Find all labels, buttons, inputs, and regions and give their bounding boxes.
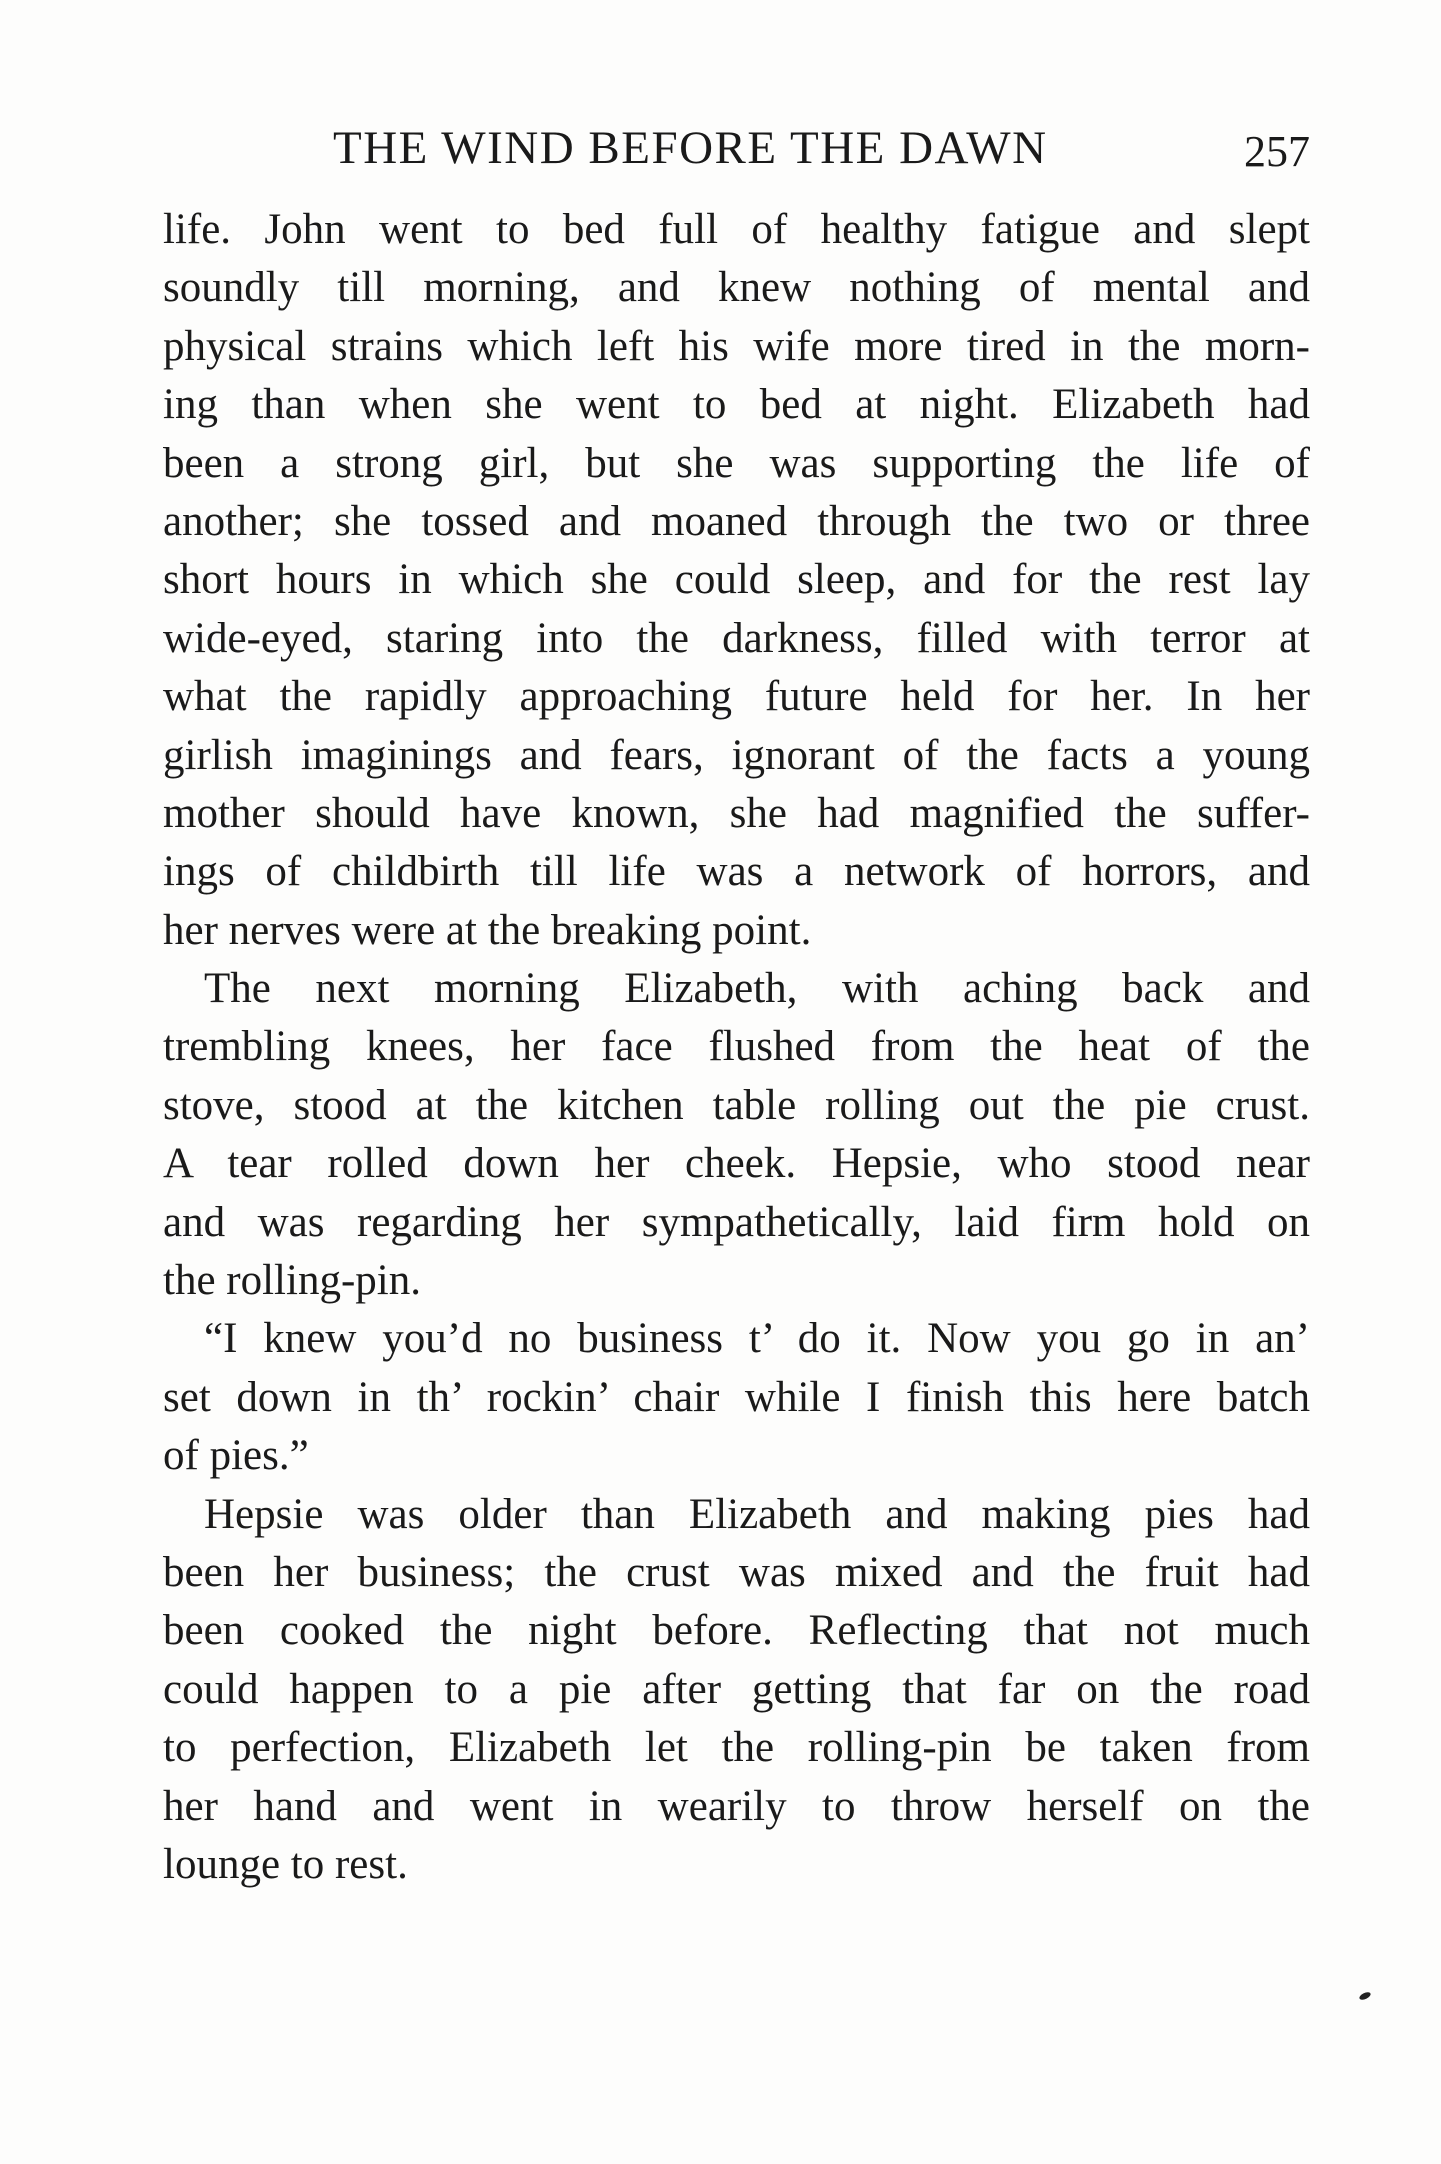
text-line: ings of childbirth till life was a network of horrors, and — [163, 848, 1310, 896]
text-line: wide-eyed, staring into the darkness, filled with terror at — [163, 614, 1310, 662]
text-line: been her business; the crust was mixed and the fruit had — [163, 1548, 1310, 1596]
text-line: of pies.” — [163, 1432, 309, 1480]
paragraph-1 — [163, 201, 1310, 960]
paragraph-3 — [163, 1310, 1310, 1485]
text-line: life. John went to bed full of healthy fatigue and slept — [163, 206, 1310, 253]
text-line: been a strong girl, but she was supporting the life of — [163, 439, 1310, 487]
text-line: been cooked the night before. Reflecting that not much — [163, 1607, 1310, 1655]
text-line: her hand and went in wearily to throw herself on the — [163, 1782, 1310, 1830]
running-head — [163, 118, 1310, 178]
ink-speck — [1358, 1991, 1371, 2002]
text-line: lounge to rest. — [163, 1840, 408, 1888]
text-line: to perfection, Elizabeth let the rolling-pin be taken from — [163, 1724, 1310, 1772]
body-text — [163, 201, 1310, 1894]
text-line: set down in th’ rockin’ chair while I finish this here batch — [163, 1373, 1310, 1421]
text-line: another; she tossed and moaned through the two or three — [163, 497, 1310, 545]
paragraph-4 — [163, 1486, 1310, 1895]
paragraph-2 — [163, 960, 1310, 1310]
text-line: could happen to a pie after getting that far on the road — [163, 1665, 1310, 1713]
text-line: what the rapidly approaching future held for her. In her — [163, 673, 1310, 721]
text-line: her nerves were at the breaking point. — [163, 906, 812, 954]
text-line: and was regarding her sympathetically, laid firm hold on — [163, 1198, 1310, 1246]
text-line: mother should have known, she had magnified the suffer- — [163, 789, 1310, 837]
text-line: Hepsie was older than Elizabeth and making pies had — [204, 1490, 1310, 1538]
text-line: A tear rolled down her cheek. Hepsie, who stood near — [163, 1140, 1310, 1188]
text-line: short hours in which she could sleep, and for the rest lay — [163, 556, 1310, 604]
text-line: trembling knees, her face flushed from the heat of the — [163, 1023, 1310, 1071]
text-line: soundly till morning, and knew nothing of mental and — [163, 264, 1310, 312]
text-line: stove, stood at the kitchen table rolling out the pie crust. — [163, 1081, 1310, 1129]
text-line: ing than when she went to bed at night. Elizabeth had — [163, 381, 1310, 429]
text-line: the rolling-pin. — [163, 1257, 421, 1305]
text-line: girlish imaginings and fears, ignorant of the facts a young — [163, 731, 1310, 779]
text-line: The next morning Elizabeth, with aching back and — [204, 965, 1310, 1013]
running-title: THE WIND BEFORE THE DAWN — [333, 122, 1048, 174]
text-line: physical strains which left his wife more tired in the morn- — [163, 322, 1310, 370]
text-line: “I knew you’d no business t’ do it. Now you go in an’ — [204, 1315, 1310, 1363]
page-number: 257 — [1244, 127, 1310, 176]
